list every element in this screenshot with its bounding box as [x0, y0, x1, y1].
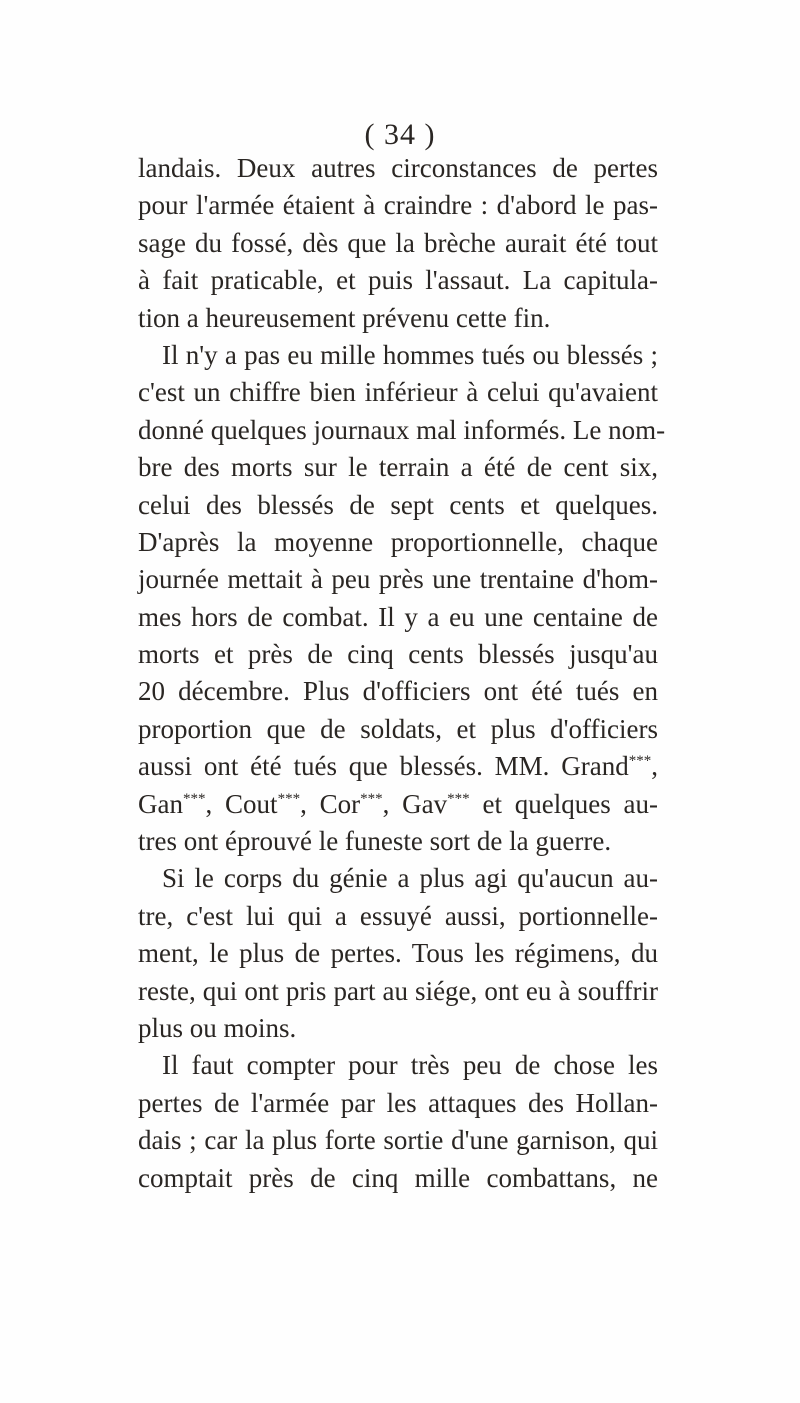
text-line: Si le corps du génie a plus agi qu'aucun au-: [162, 863, 658, 894]
text-fragment: aussi ont été tués que blessés. MM. Grand: [138, 751, 629, 782]
text-line: Il faut compter pour très peu de chose les: [162, 1050, 658, 1081]
text-line: tres ont éprouvé le funeste sort de la guerre.: [138, 826, 612, 857]
text-line: bre des morts sur le terrain a été de cent six,: [138, 452, 658, 483]
asterisks: ***: [182, 790, 206, 807]
asterisks: ***: [360, 790, 383, 807]
text-line: plus ou moins.: [138, 1012, 297, 1043]
text-line: D'après la moyenne proportionnelle, chaque: [138, 526, 658, 557]
text-line: donné quelques journaux mal informés. Le nom-: [138, 414, 666, 445]
text-line: dais ; car la plus forte sortie d'une garnison, qui: [138, 1125, 658, 1156]
text-line: pour l'armée étaient à craindre : d'abord le pas-: [138, 190, 658, 221]
asterisks: ***: [447, 790, 470, 807]
text-line: Il n'y a pas eu mille hommes tués ou blessés ;: [162, 339, 658, 370]
text-line: sage du fossé, dès que la brèche aurait été tout: [138, 227, 658, 258]
text-line: morts et près de cinq cents blessés jusqu'au: [138, 639, 658, 670]
page-number: ( 34 ): [364, 118, 436, 151]
text-line: journée mettait à peu près une trentaine d'hom-: [138, 564, 658, 595]
text-line: pertes de l'armée par les attaques des Hollan-: [138, 1087, 658, 1118]
text-fragment: Gan: [138, 788, 183, 819]
text-line: c'est un chiffre bien inférieur à celui qu'avaient: [138, 377, 658, 408]
text-line: ment, le plus de pertes. Tous les régimens, du: [138, 938, 658, 969]
text-line: reste, qui ont pris part au siége, ont eu à souffrir: [138, 975, 658, 1006]
text-line-names-2: [138, 786, 658, 823]
text-line: 20 décembre. Plus d'officiers ont été tués en: [138, 676, 658, 707]
text-fragment: ,: [651, 751, 658, 782]
text-line: celui des blessés de sept cents et quelques.: [138, 489, 658, 520]
text-fragment: et quelques au-: [469, 788, 659, 819]
text-line: comptait près de cinq mille combattans, ne: [138, 1162, 658, 1193]
text-fragment: , Gav: [382, 788, 448, 819]
text-line: landais. Deux autres circonstances de pertes: [138, 153, 658, 183]
text-fragment: , Cout: [205, 788, 278, 819]
text-line: mes hors de combat. Il y a eu une centaine de: [138, 601, 658, 632]
text-line: proportion que de soldats, et plus d'officiers: [138, 713, 658, 744]
body-text: [138, 150, 666, 1197]
asterisks: ***: [277, 790, 301, 807]
text-fragment: , Cor: [300, 788, 361, 819]
asterisks: ***: [628, 753, 652, 770]
text-line-names-1: [138, 748, 658, 785]
text-line: tre, c'est lui qui a essuyé aussi, portionnelle-: [138, 900, 658, 931]
text-line: tion a heureusement prévenu cette fin.: [138, 302, 551, 333]
text-line: à fait praticable, et puis l'assaut. La capitula-: [138, 265, 658, 296]
